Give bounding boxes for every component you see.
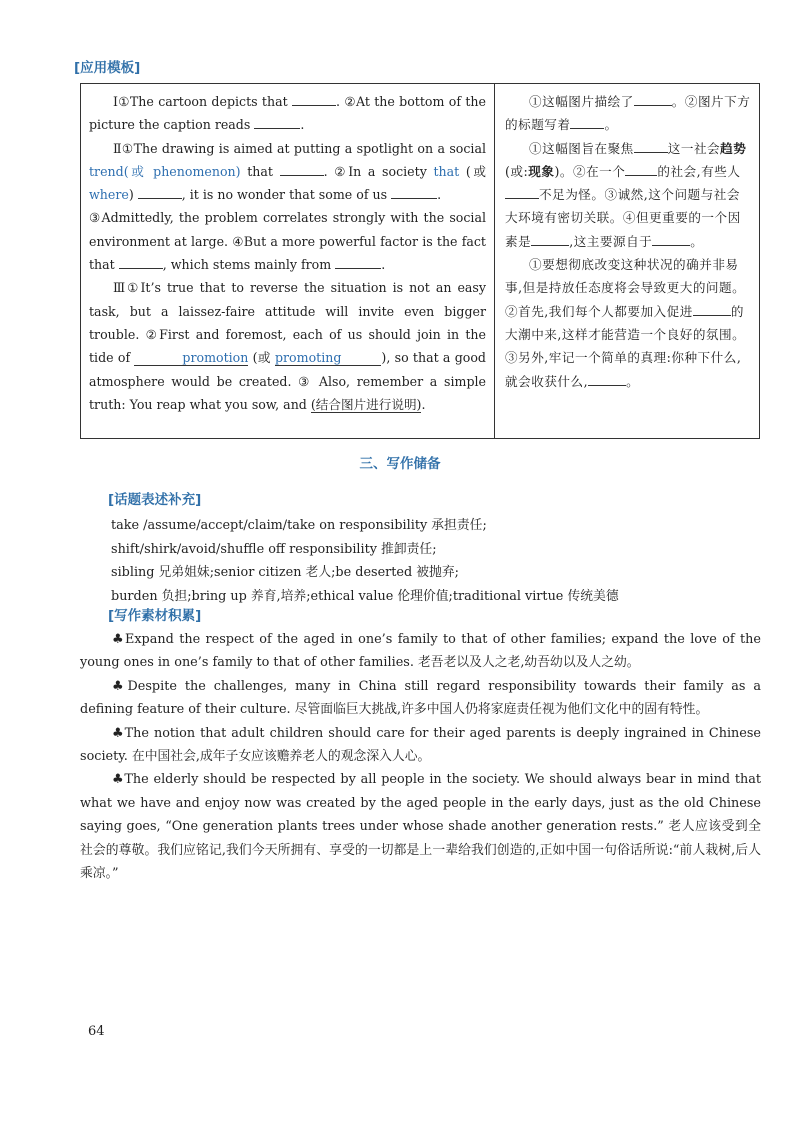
vocab-line: sibling 兄弟姐妹;senior citizen 老人;be deserted 被抛弃; xyxy=(111,565,459,580)
zh-paragraph-3: ①要想彻底改变这种状况的确并非易事,但是持放任态度将会导致更大的问题。②首先,我们每个人都要加入促进 的大潮中来,这样才能营造一个良好的氛围。③另外,牢记一个简单的真理:你种下什么,就会收获什么, 。 xyxy=(505,257,746,389)
zh-paragraph-1: ①这幅图片描绘了 。②图片下方的标题写着 。 xyxy=(505,90,751,137)
vocab-line: shift/shirk/avoid/shuffle off responsibility 推卸责任; xyxy=(111,541,437,557)
club-suit-icon: ♣ xyxy=(112,678,128,694)
topic-tag: [话题表述补充] xyxy=(108,492,202,508)
zh-paragraph-2: ①这幅图旨在聚焦 这一社会趋势(或:现象)。②在一个 的社会,有些人不足为怪。③诚然,这个问题与社会大环境有密切关联。④但更重要的一个因素是 ,这主要源自于 。 xyxy=(505,137,751,253)
page-number: 64 xyxy=(88,1024,105,1039)
material-item: ♣Expand the respect of the aged in one’s family to that of other families; expand the love of the young ones in one’s family to that of other families. 老吾老以及人之老,幼吾幼以及人之幼。 xyxy=(80,632,761,671)
note-underline: (结合图片进行说明) xyxy=(310,396,422,412)
english-column xyxy=(81,84,495,438)
vocab-line: burden 负担;bring up 养育,培养;ethical value 伦理价值;traditional virtue 传统美德 xyxy=(111,588,619,604)
club-suit-icon: ♣ xyxy=(112,725,125,741)
chinese-column xyxy=(495,84,759,438)
material-item: ♣The elderly should be respected by all people in the society. We should always bear in mind that what we have and enjoy now was created by the aged people in the early days, just as the old Chinese saying goes, “One generation plants trees under whose shade another generation rests.” 老人应该受到全社会的尊敬。我们应铭记,我们今天所拥有、享受的一切都是上一辈给我们创造的,正如中国一句俗话所说:“前人栽树,后人乘凉。” xyxy=(80,772,761,882)
vocab-list xyxy=(111,514,771,608)
en-paragraph-1: Ⅰ①The cartoon depicts that . ②At the bottom of the picture the caption reads . xyxy=(89,90,486,137)
material-list xyxy=(80,628,761,885)
vocab-line: take /assume/accept/claim/take on responsibility 承担责任; xyxy=(111,518,487,533)
promotion-answer: promotion xyxy=(182,350,249,366)
en-paragraph-2: Ⅱ①The drawing is aimed at putting a spotlight on a social trend(或 phenomenon) that . ②In a society that (或 where) , it is no wonder that some of us . ③Admittedly, the problem correlates strongly with the social environment at large. ④But a more powerful factor is the fact that , which stems mainly from . xyxy=(89,140,487,273)
club-suit-icon: ♣ xyxy=(112,772,125,788)
material-item: ♣The notion that adult children should care for their aged parents is deeply ingrained in Chinese society. 在中国社会,成年子女应该赡养老人的观念深入人心。 xyxy=(80,725,761,765)
material-item: ♣Despite the challenges, many in China still regard responsibility towards their family as a defining feature of their culture. 尽管面临巨大挑战,许多中国人仍将家庭责任视为他们文化中的固有特性。 xyxy=(80,678,761,718)
promoting-answer: promoting xyxy=(274,350,342,366)
en-paragraph-3: Ⅲ①It’s true that to reverse the situation is not an easy task, but a laissez-faire attitude will invite even bigger trouble. ②First and foremost, each of us should join in the tide of promotion (或 promoting ), so that a good atmosphere would be created. ③ Also, remember a simple truth: You reap what you sow, and (结合图片进行说明). xyxy=(89,280,486,412)
club-suit-icon: ♣ xyxy=(112,632,125,647)
template-tag: [应用模板] xyxy=(74,60,141,76)
template-table xyxy=(80,83,760,439)
trend-answer: trend(或 phenomenon) xyxy=(89,163,241,179)
section-title: 三、写作储备 xyxy=(359,456,441,472)
material-tag: [写作素材积累] xyxy=(108,608,202,624)
